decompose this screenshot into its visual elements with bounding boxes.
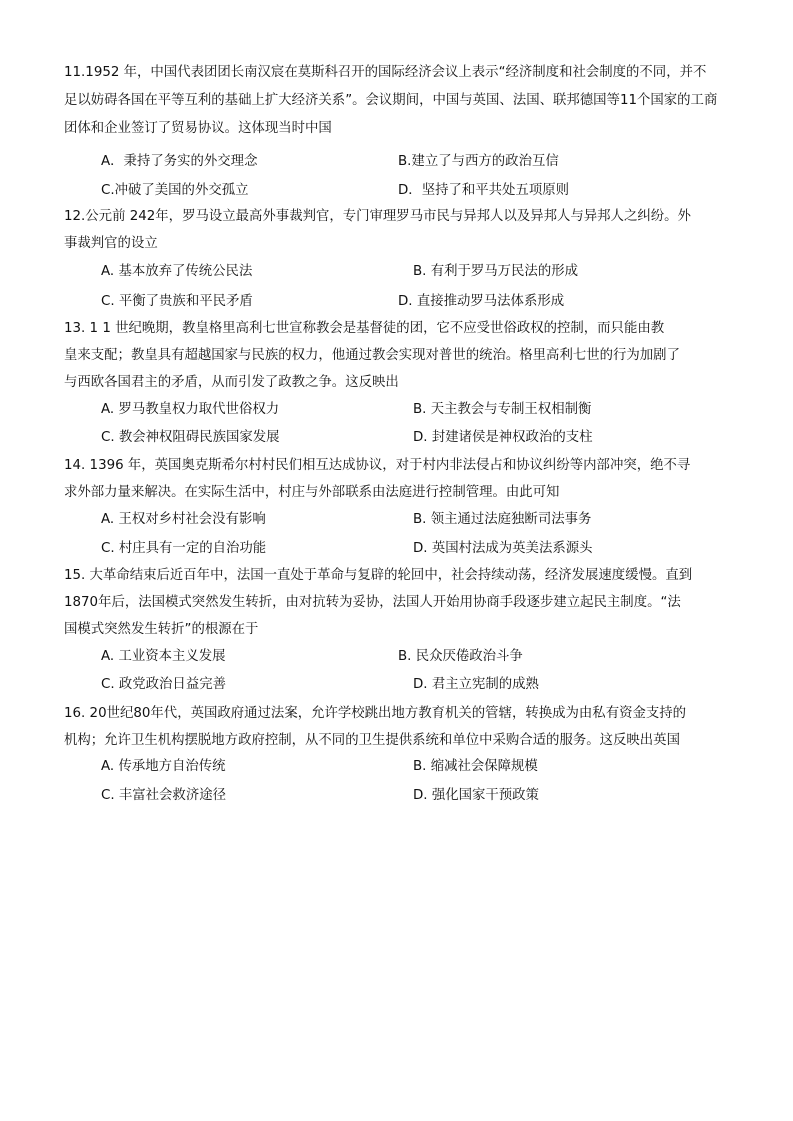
question-14-option-b: B. 领主通过法庭独断司法事务: [413, 512, 592, 527]
question-15-option-b: B. 民众厌倦政治斗争: [398, 649, 523, 664]
question-14-line-2: 求外部力量来解决。在实际生活中，村庄与外部联系由法庭进行控制管理。由此可知: [64, 485, 560, 500]
question-11-option-b: B.建立了与西方的政治互信: [398, 154, 559, 169]
question-15-option-d: D. 君主立宪制的成熟: [413, 677, 539, 692]
question-14-option-a: A. 王权对乡村社会没有影响: [101, 512, 266, 527]
question-15-line-2: 1870年后，法国模式突然发生转折，由对抗转为妥协，法国人开始用协商手段逐步建立起民主制度。“法: [64, 595, 681, 610]
question-13-line-1: 13. 1 1 世纪晚期，教皇格里高利七世宣称教会是基督徒的团，它不应受世俗政权的控制，而只能由教: [64, 321, 665, 336]
question-12-option-a: A. 基本放弃了传统公民法: [101, 264, 253, 279]
question-11-line-3: 团体和企业签订了贸易协议。这体现当时中国: [64, 121, 332, 136]
question-16-line-2: 机构；允许卫生机构摆脱地方政府控制，从不同的卫生提供系统和单位中采购合适的服务。这反映出英国: [64, 733, 680, 748]
question-12-line-1: 12.公元前 242年，罗马设立最高外事裁判官，专门审理罗马市民与异邦人以及异邦人与异邦人之纠纷。外: [64, 209, 691, 224]
question-15-line-1: 15. 大革命结束后近百年中，法国一直处于革命与复辟的轮回中，社会持续动荡，经济发展速度缓慢。直到: [64, 568, 693, 583]
question-16-line-1: 16. 20世纪80年代，英国政府通过法案，允许学校跳出地方教育机关的管辖，转换成为由私有资金支持的: [64, 706, 687, 721]
question-13-option-a: A. 罗马教皇权力取代世俗权力: [101, 402, 280, 417]
question-14-option-d: D. 英国村法成为英美法系源头: [413, 541, 593, 556]
question-13-line-2: 皇来支配；教皇具有超越国家与民族的权力，他通过教会实现对普世的统治。格里高利七世的行为加剧了: [64, 348, 680, 363]
question-11-line-2: 足以妨碍各国在平等互利的基础上扩大经济关系”。会议期间，中国与英国、法国、联邦德国等11个国家的工商: [64, 93, 718, 108]
question-11-option-c: C.冲破了美国的外交孤立: [101, 183, 249, 198]
question-13-option-c: C. 教会神权阻碍民族国家发展: [101, 430, 280, 445]
question-12-line-2: 事裁判官的设立: [64, 236, 158, 251]
question-11-option-d: D．坚持了和平共处五项原则: [398, 183, 569, 198]
question-12-option-d: D. 直接推动罗马法体系形成: [398, 294, 565, 309]
question-15-line-3: 国模式突然发生转折”的根源在于: [64, 622, 259, 637]
question-13-option-d: D. 封建诸侯是神权政治的支柱: [413, 430, 593, 445]
question-12-option-b: B. 有利于罗马万民法的形成: [413, 264, 578, 279]
question-14-line-1: 14. 1396 年，英国奥克斯希尔村村民们相互达成协议，对于村内非法侵占和协议纠纷等内部冲突，绝不寻: [64, 458, 691, 473]
question-16-option-d: D. 强化国家干预政策: [413, 788, 539, 803]
question-11-line-1: 11.1952 年，中国代表团团长南汉宸在莫斯科召开的国际经济会议上表示“经济制度和社会制度的不同，并不: [64, 65, 707, 80]
question-13-option-b: B. 天主教会与专制王权相制衡: [413, 402, 592, 417]
question-16-option-c: C. 丰富社会救济途径: [101, 788, 226, 803]
question-13-line-3: 与西欧各国君主的矛盾，从而引发了政教之争。这反映出: [64, 375, 399, 390]
question-15-option-a: A. 工业资本主义发展: [101, 649, 226, 664]
question-16-option-a: A. 传承地方自治传统: [101, 759, 226, 774]
question-15-option-c: C. 政党政治日益完善: [101, 677, 226, 692]
question-16-option-b: B. 缩减社会保障规模: [413, 759, 538, 774]
question-12-option-c: C. 平衡了贵族和平民矛盾: [101, 294, 253, 309]
question-14-option-c: C. 村庄具有一定的自治功能: [101, 541, 267, 556]
question-11-option-a: A．秉持了务实的外交理念: [101, 154, 258, 169]
